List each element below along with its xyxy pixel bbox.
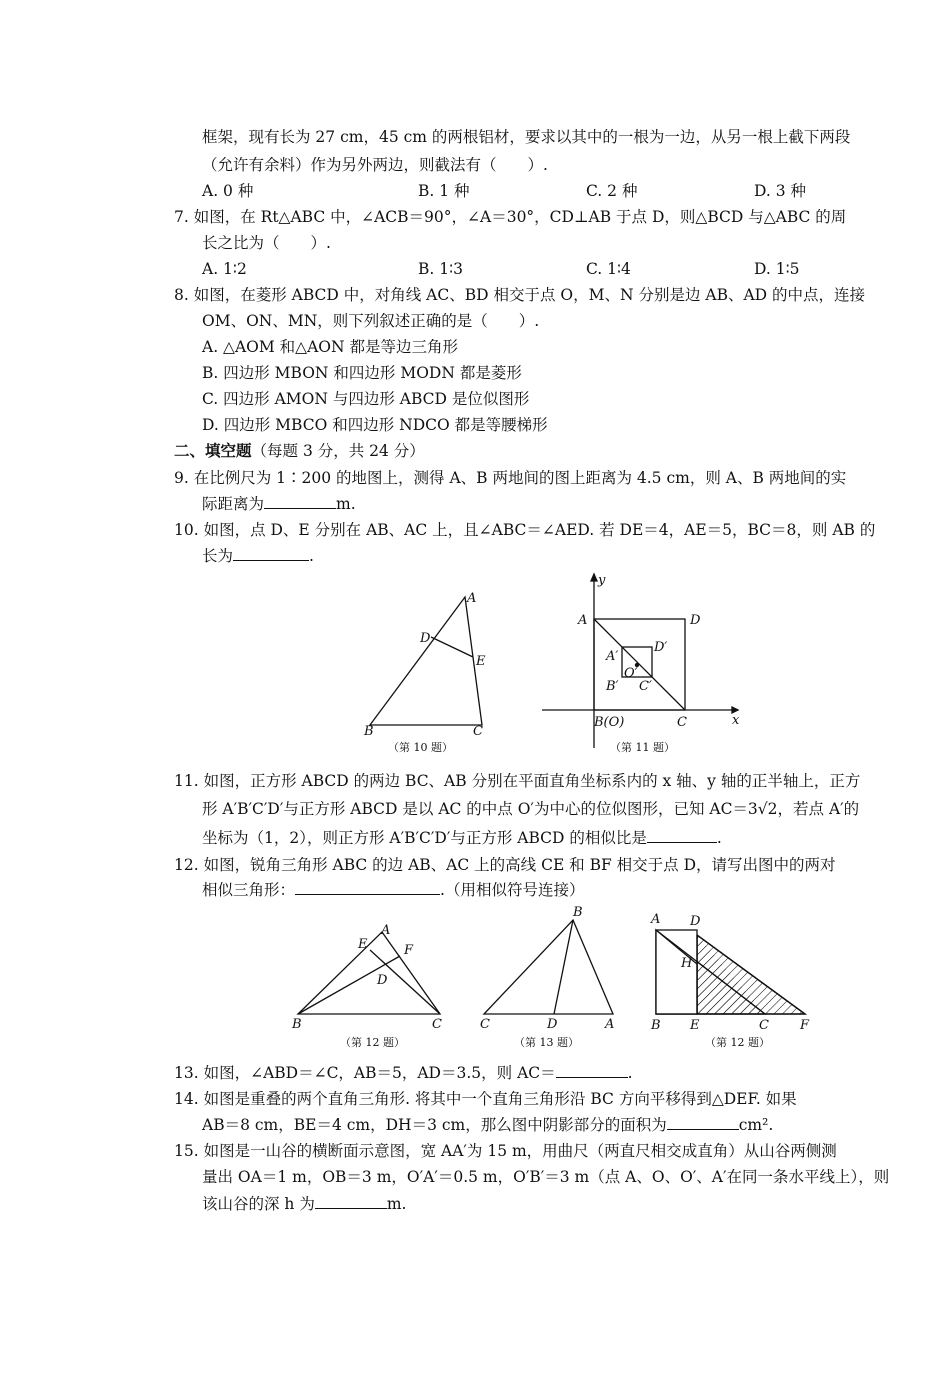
q10-line1: 10. 如图，点 D、E 分别在 AB、AC 上，且∠ABC＝∠AED. 若 DE＝4，AE＝5，BC＝8，则 AB 的 — [174, 521, 876, 539]
q15-line1: 15. 如图是一山谷的横断面示意图，宽 AA′为 15 m，用曲尺（两直尺相交成直角）从山谷两侧测 — [174, 1142, 837, 1160]
q6-option-d: D. 3 种 — [754, 182, 807, 200]
q9-answer-blank[interactable] — [264, 494, 336, 509]
fig11-label-x: x — [732, 713, 740, 728]
q12-answer-blank[interactable] — [295, 880, 440, 895]
q10-line2-post: . — [309, 547, 314, 565]
q11-line3-post: . — [716, 829, 722, 847]
fig13-caption: （第 13 题） — [514, 1036, 579, 1049]
q14-line1: 14. 如图是重叠的两个直角三角形. 将其中一个直角三角形沿 BC 方向平移得到△DEF. 如果 — [174, 1090, 797, 1108]
fig10-label-d: D — [420, 631, 431, 646]
q15-line3-post: m. — [386, 1195, 407, 1213]
q14-line2-pre: AB＝8 cm，BE＝4 cm，DH＝3 cm，那么图中阴影部分的面积为 — [202, 1116, 667, 1134]
q11-line2: 形 A′B′C′D′与正方形 ABCD 是以 AC 的中点 O′为中心的位似图形，已知 AC＝3√2，若点 A′的 — [202, 800, 860, 818]
fig13-segment-bd — [554, 920, 573, 1014]
q15-line2: 量出 OA＝1 m，OB＝3 m，O′A′＝0.5 m，O′B′＝3 m（点 A、O、O′、A′在同一条水平线上），则 — [202, 1168, 890, 1186]
q14-line2-post: cm². — [738, 1116, 774, 1134]
q11-line1: 11. 如图，正方形 ABCD 的两边 BC、AB 分别在平面直角坐标系内的 x 轴、y 轴的正半轴上，正方 — [174, 772, 861, 790]
fig14-label-a: A — [651, 912, 661, 927]
fig12-caption: （第 12 题） — [340, 1036, 405, 1049]
fig12-label-a: A — [381, 923, 391, 938]
q15-line3 — [202, 1194, 406, 1214]
q6-option-c: C. 2 种 — [586, 182, 638, 200]
fig12-label-b: B — [292, 1017, 302, 1032]
q8-option-a: A. △AOM 和△AON 都是等边三角形 — [202, 338, 458, 356]
q8-line1: 8. 如图，在菱形 ABCD 中，对角线 AC、BD 相交于点 O，M、N 分别是边 AB、AD 的中点，连接 — [174, 286, 866, 304]
q6-line1: 框架，现有长为 27 cm，45 cm 的两根铝材，要求以其中的一根为一边，从另一根上截下两段 — [202, 128, 851, 146]
fig10-segment-de — [431, 637, 473, 657]
fig10-caption: （第 10 题） — [388, 741, 453, 754]
fig11-label-y: y — [598, 573, 606, 588]
q15-answer-blank[interactable] — [315, 1194, 387, 1209]
q15-line3-pre: 该山谷的深 h 为 — [202, 1195, 315, 1213]
q10-line2-pre: 长为 — [202, 547, 234, 565]
q9-line2-post: m. — [336, 495, 356, 513]
section-2-title: 二、填空题 — [174, 442, 252, 460]
q8-option-b: B. 四边形 MBON 和四边形 MODN 都是菱形 — [202, 364, 522, 382]
q9-line2-pre: 际距离为 — [202, 495, 265, 513]
q6-option-a: A. 0 种 — [202, 182, 254, 200]
q12-line2 — [202, 880, 584, 900]
q8-line2: OM、ON、MN，则下列叙述正确的是（ ）. — [202, 312, 540, 330]
fig10-label-c: C — [473, 724, 483, 739]
fig11-label-a: A — [578, 613, 588, 628]
fig10-label-e: E — [476, 654, 486, 669]
q11-line3 — [202, 828, 722, 848]
q11-answer-blank[interactable] — [647, 828, 717, 843]
figure-q10 — [360, 585, 500, 760]
q13-line1-post: . — [627, 1064, 633, 1082]
figure-q14 — [645, 905, 825, 1055]
q12-line2-post: .（用相似符号连接） — [440, 881, 585, 899]
fig11-diagonal-ac — [594, 619, 685, 710]
fig13-label-c: C — [480, 1017, 490, 1032]
fig11-label-a-prime: A′ — [606, 649, 619, 664]
q14-line2 — [202, 1115, 773, 1135]
q10-line2 — [202, 546, 314, 566]
fig14-label-c: C — [759, 1018, 769, 1033]
fig11-label-d-prime: D′ — [654, 640, 668, 655]
q10-answer-blank[interactable] — [233, 546, 309, 561]
fig11-label-c: C — [677, 715, 687, 730]
fig11-label-b-o: B(O) — [594, 715, 625, 730]
q6-line2: （允许有余料）作为另外两边，则截法有（ ）. — [202, 156, 548, 174]
fig11-y-arrow — [591, 574, 597, 581]
q13-line1 — [174, 1063, 633, 1083]
q7-line1: 7. 如图，在 Rt△ABC 中，∠ACB＝90°，∠A＝30°，CD⊥AB 于点 D，则△BCD 与△ABC 的周 — [174, 208, 847, 226]
q14-answer-blank[interactable] — [667, 1115, 739, 1130]
q11-line3-pre: 坐标为（1，2），则正方形 A′B′C′D′与正方形 ABCD 的相似比是 — [202, 829, 647, 847]
fig14-label-f: F — [800, 1018, 810, 1033]
fig11-label-o-prime: O′ — [624, 666, 638, 681]
fig13-label-a: A — [605, 1017, 615, 1032]
q6-option-b: B. 1 种 — [418, 182, 470, 200]
fig11-caption: （第 11 题） — [610, 741, 675, 754]
fig14-label-e: E — [690, 1018, 700, 1033]
fig12-label-c: C — [432, 1017, 442, 1032]
fig14-label-d: D — [690, 914, 701, 929]
fig10-triangle-abc — [370, 597, 482, 725]
section-2-note: （每题 3 分，共 24 分） — [251, 442, 425, 460]
q7-option-c: C. 1∶4 — [586, 260, 631, 278]
fig11-label-c-prime: C′ — [639, 679, 652, 694]
q9-line2 — [202, 494, 356, 514]
fig13-label-d: D — [547, 1017, 558, 1032]
fig14-caption: （第 12 题） — [705, 1036, 770, 1049]
q7-option-b: B. 1∶3 — [418, 260, 464, 278]
fig11-label-b-prime: B′ — [606, 679, 619, 694]
fig12-label-e: E — [358, 937, 368, 952]
q7-option-d: D. 1∶5 — [754, 260, 800, 278]
fig10-label-b: B — [364, 724, 374, 739]
fig14-label-h: H — [681, 956, 693, 971]
fig12-label-f: F — [404, 943, 414, 958]
fig13-label-b: B — [573, 905, 583, 920]
fig11-label-d: D — [690, 613, 701, 628]
q13-answer-blank[interactable] — [556, 1063, 628, 1078]
fig12-label-d: D — [377, 973, 388, 988]
figure-q11 — [540, 568, 750, 758]
q12-line1: 12. 如图，锐角三角形 ABC 的边 AB、AC 上的高线 CE 和 BF 相交于点 D，请写出图中的两对 — [174, 856, 836, 874]
q12-line2-pre: 相似三角形： — [202, 881, 296, 899]
q7-option-a: A. 1∶2 — [202, 260, 247, 278]
fig10-label-a: A — [467, 591, 477, 606]
fig13-triangle-abc — [484, 920, 613, 1014]
q13-line1-pre: 13. 如图，∠ABD＝∠C，AB＝5，AD＝3.5，则 AC＝ — [174, 1064, 556, 1082]
q8-option-d: D. 四边形 MBCO 和四边形 NDCO 都是等腰梯形 — [202, 416, 548, 434]
q8-option-c: C. 四边形 AMON 与四边形 ABCD 是位似图形 — [202, 390, 530, 408]
section-2-header — [174, 441, 425, 461]
figure-q13 — [476, 902, 626, 1052]
figure-q12 — [288, 918, 453, 1053]
q7-line2: 长之比为（ ）. — [202, 234, 331, 252]
fig14-label-b: B — [651, 1018, 661, 1033]
q9-line1: 9. 在比例尺为 1∶200 的地图上，测得 A、B 两地间的图上距离为 4.5 cm，则 A、B 两地间的实 — [174, 469, 847, 487]
